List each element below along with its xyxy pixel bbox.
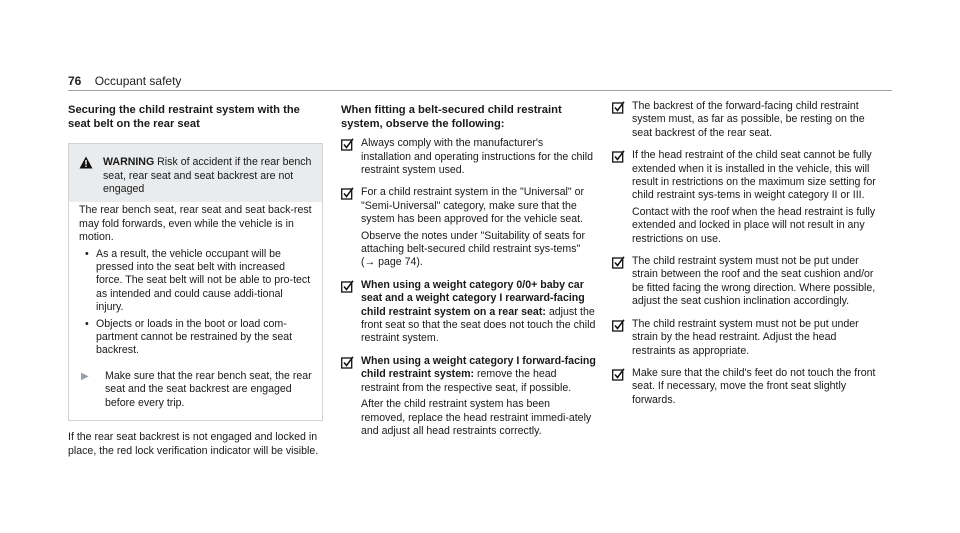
checklist-item [341, 355, 596, 441]
checklist-text: remove the head restraint from the respective seat, if possible. [361, 368, 572, 394]
warning-title: Risk of accident if the rear bench seat, rear seat and seat backrest are not engaged [103, 156, 312, 195]
checkbox-icon [612, 367, 632, 410]
warning-list [79, 248, 312, 358]
lock-indicator-note: If the rear seat backrest is not engaged and locked in place, the red lock verification indicator will be visible. [68, 431, 319, 457]
checklist-item [341, 279, 596, 349]
page-number: 76 [68, 74, 82, 88]
warning-bullet: • Objects or loads in the boot or load com-partment cannot be restrained by the seat backrest. [79, 318, 312, 358]
checklist-bold: When using a weight category 0/0+ baby car seat and a weight category I rearward-facing child restraint system on a rear seat: [361, 278, 585, 318]
checklist-item [612, 318, 882, 361]
checkbox-icon [341, 186, 361, 272]
checkbox-icon [341, 279, 361, 349]
warning-body [69, 202, 322, 420]
checkbox-icon [612, 255, 632, 312]
checkbox-icon [341, 137, 361, 180]
checklist-text: Always comply with the manufacturer's installation and operating instructions for the child restraint system used. [361, 137, 594, 176]
checkbox-icon [341, 355, 361, 441]
warning-bullet: • As a result, the vehicle occupant will be pressed into the seat belt with increased force. The seat belt will not be able to pro-tect as intended and could cause addi-tional injury. [79, 248, 312, 315]
checklist-extra: Observe the notes under "Suitability of seats for attaching belt-secured child restraint sys-tems" (→ page 74). [361, 229, 585, 269]
action-step [79, 370, 312, 410]
section-heading: Securing the child restraint system with the seat belt on the rear seat [68, 104, 300, 130]
checkbox-icon [612, 318, 632, 361]
checklist-extra: Contact with the roof when the head restraint is fully extended and locked in place will not result in any restrictions on use. [632, 205, 876, 245]
warning-label: WARNING [103, 156, 155, 169]
checklist-text: For a child restraint system in the "Universal" or "Semi-Universal" category, make sure that the system has been approved for the vehicle seat. [361, 186, 585, 226]
checklist-item [612, 255, 882, 312]
checklist-item [341, 137, 596, 180]
checklist-item [341, 186, 596, 272]
warning-header [69, 144, 322, 202]
checklist-item [612, 149, 882, 249]
column-3 [612, 100, 882, 416]
column-1 [68, 100, 323, 458]
action-arrow-icon: ▶ [81, 370, 89, 382]
checklist-item [612, 100, 882, 143]
warning-box [68, 143, 323, 421]
section-heading: When fitting a belt-secured child restraint system, observe the following: [341, 104, 562, 130]
section-title: Occupant safety [94, 74, 182, 88]
warning-triangle-icon [79, 156, 103, 196]
action-text: Make sure that the rear bench seat, the rear seat and the seat backrest are engaged before every trip. [105, 369, 312, 409]
page-header [68, 74, 181, 88]
checkbox-icon [612, 100, 632, 143]
checklist-bold: When using a weight category I forward-facing child restraint system: [361, 354, 596, 381]
checklist-text: The backrest of the forward-facing child restraint system must, as far as possible, be resting on the seat backrest of the rear seat. [632, 100, 865, 139]
checklist-text: The child restraint system must not be put under strain by the head restraint. Adjust the head restraints as appropriate. [632, 317, 859, 357]
checklist-extra: After the child restraint system has been removed, replace the head restraint immedi-ately and adjust all head restraints correctly. [361, 398, 592, 437]
warning-text: The rear bench seat, rear seat and seat back-rest may fold forwards, even while the vehicle is in motion. [79, 204, 312, 244]
header-rule [68, 90, 892, 91]
checkbox-icon [612, 149, 632, 249]
checklist-text: adjust the front seat so that the seat does not touch the child restraint system. [361, 305, 596, 345]
checklist-item [612, 367, 882, 410]
checklist-text: If the head restraint of the child seat cannot be fully extended when it is installed in the vehicle, this will result in restrictions on the maximum size setting for child restraint sys-tems in weight category II or III. [632, 149, 876, 202]
column-2 [341, 100, 596, 447]
checklist-text: The child restraint system must not be put under strain between the roof and the seat cushion and/or be fitted facing the wrong direction. Where possible, adjust the seat cushion inclination accordingly. [632, 255, 876, 308]
checklist-text: Make sure that the child's feet do not touch the front seat. If necessary, move the front seat slightly forwards. [632, 366, 876, 406]
